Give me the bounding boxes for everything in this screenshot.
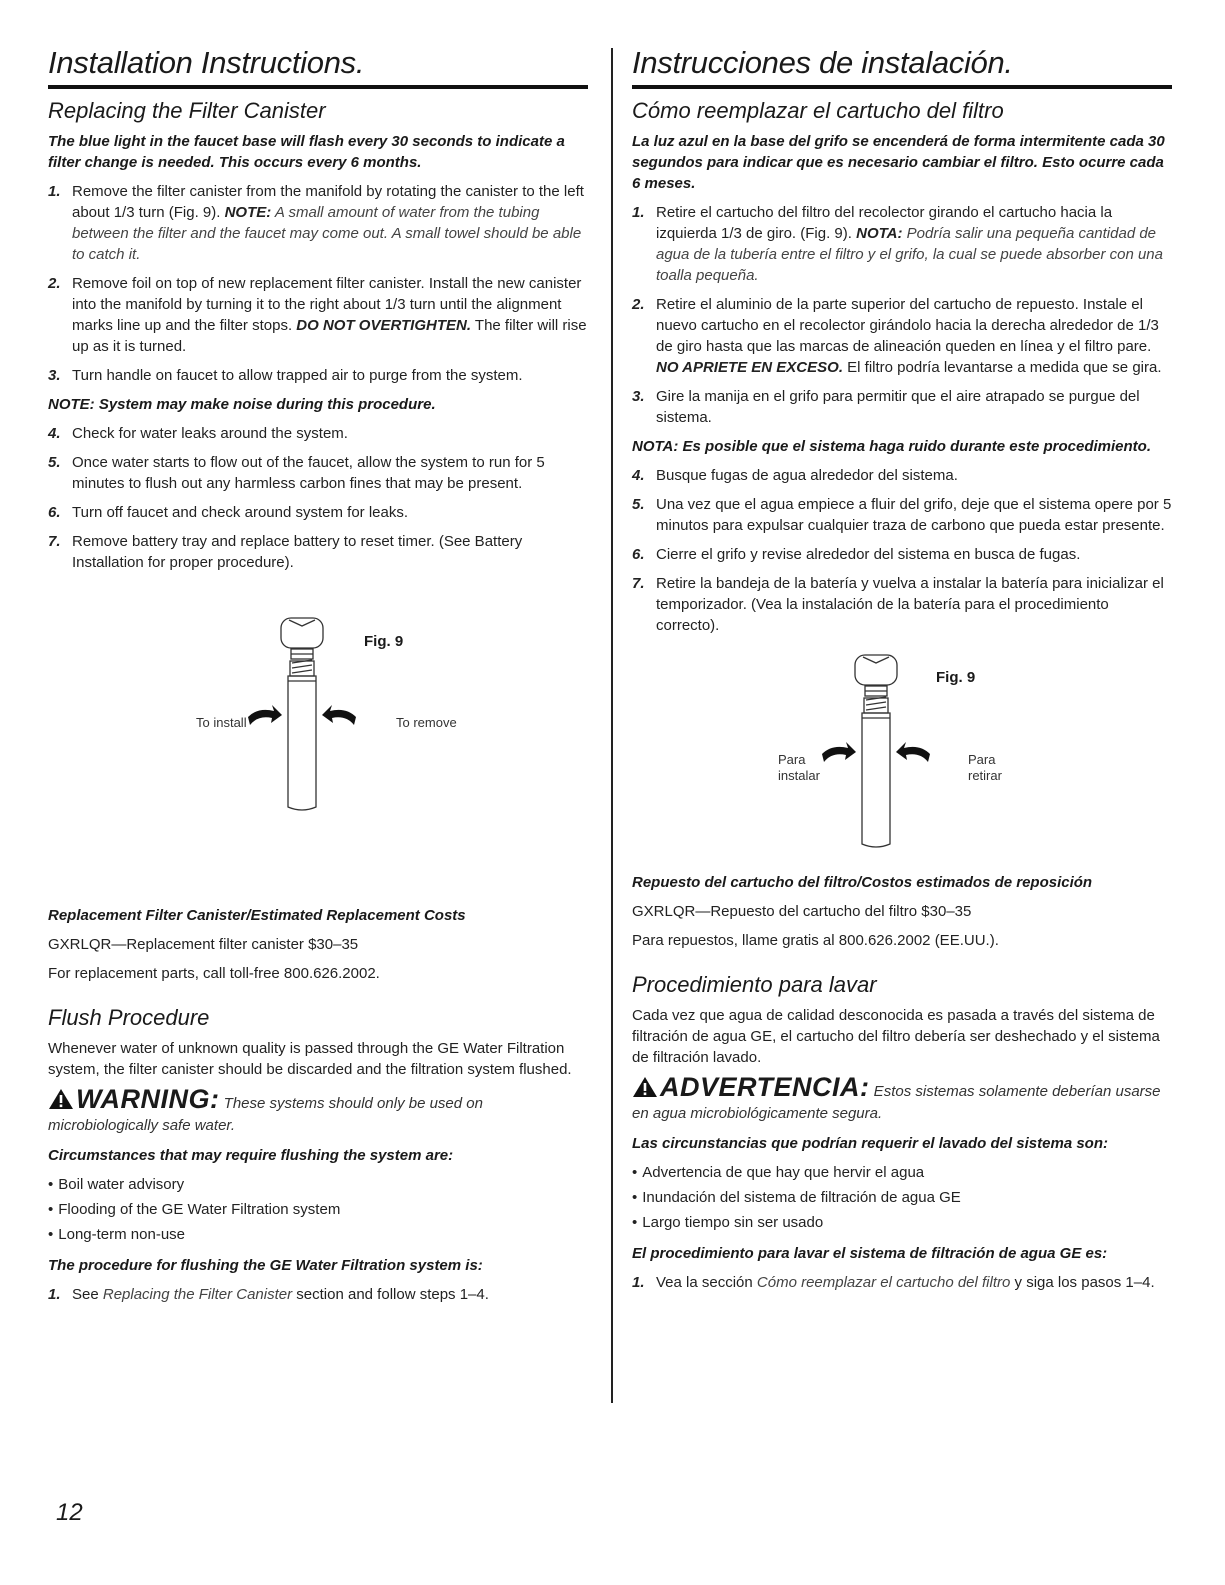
list-item: 6. Turn off faucet and check around system for leaks. [48, 504, 409, 521]
list-item: • Inundación del sistema de filtración de agua GE [632, 1187, 1172, 1208]
list-item: 1. Remove the filter canister from the manifold by rotating the canister to the left about 1/3 turn (Fig. 9). NOTE: A small amount of water from the tubing between the filter and the faucet may come out. A small towel should be able to catch it. [48, 183, 584, 263]
procedure-title: The procedure for flushing the GE Water Filtration system is: [48, 1257, 483, 1274]
flush-steps-list [48, 1284, 588, 1305]
install-arrow-icon [822, 742, 856, 762]
section-title-replacing: Replacing the Filter Canister [48, 98, 326, 123]
replacement-line-1-es: GXRLQR—Repuesto del cartucho del filtro $30–35 [632, 903, 972, 920]
list-item: 3. Gire la manija en el grifo para permitir que el aire atrapado se purgue del sistema. [632, 388, 1140, 426]
procedure-title-es: El procedimiento para lavar el sistema de filtración de agua GE es: [632, 1245, 1108, 1262]
circumstances-title-es: Las circunstancias que podrían requerir el lavado del sistema son: [632, 1135, 1108, 1152]
replacement-line-2-es: Para repuestos, llame gratis al 800.626.2002 (EE.UU.). [632, 932, 999, 949]
remove-arrow-icon [322, 705, 356, 725]
list-item: • Largo tiempo sin ser usado [632, 1212, 1172, 1233]
replacement-costs-title: Replacement Filter Canister/Estimated Replacement Costs [48, 907, 466, 924]
intro-text: The blue light in the faucet base will flash every 30 seconds to indicate a filter change is needed. This occurs every 6 months. [48, 133, 565, 171]
english-column [48, 44, 588, 1313]
steps-list-2 [48, 423, 588, 573]
list-item: 2. Remove foil on top of new replacement filter canister. Install the new canister into the manifold by turning it to the right about 1/3 turn until the alignment marks line up and the filter stops. DO NOT OVERTIGHTEN. The filter will rise up as it is turned. [48, 275, 587, 355]
list-item: 5. Once water starts to flow out of the faucet, allow the system to run for 5 minutes to flush out any harmless carbon fines that may be present. [48, 454, 545, 492]
list-item: 5. Una vez que el agua empiece a fluir del grifo, deje que el sistema opere por 5 minutos para expulsar cualquier traza de carbono que pueda estar presente. [632, 496, 1172, 534]
list-item: 2. Retire el aluminio de la parte superior del cartucho de repuesto. Instale el nuevo cartucho en el recolector girándolo hacia la derecha alrededor de 1/3 de giro hasta que las marcas de alineación queden en línea y el filtro pare. NO APRIETE EN EXCESO. El filtro podría levantarse a medida que se gira. [632, 296, 1162, 376]
filter-figure-es [632, 644, 1172, 864]
para-instalar-label: Para instalar [778, 752, 820, 783]
steps-list-es [632, 202, 1172, 428]
circumstances-list [48, 1174, 588, 1245]
page-title-es: Instrucciones de instalación. [632, 44, 1172, 89]
to-remove-label: To remove [396, 715, 457, 730]
flush-intro: Whenever water of unknown quality is passed through the GE Water Filtration system, the filter canister should be discarded and the filtration system flushed. [48, 1040, 572, 1078]
figure-label: Fig. 9 [364, 633, 404, 650]
warning-line-es: ADVERTENCIA: Estos sistemas solamente deberían usarse en agua microbiológicamente segura. [632, 1072, 1161, 1122]
warning-icon [48, 1088, 74, 1110]
circumstances-title: Circumstances that may require flushing the system are: [48, 1147, 454, 1164]
list-item: • Flooding of the GE Water Filtration system [48, 1199, 588, 1220]
list-item: 4. Check for water leaks around the system. [48, 425, 348, 442]
para-retirar-label: Para retirar [968, 752, 1002, 783]
replacement-costs-title-es: Repuesto del cartucho del filtro/Costos estimados de reposición [632, 874, 1093, 891]
replacement-line-1: GXRLQR—Replacement filter canister $30–35 [48, 936, 359, 953]
replacement-line-2: For replacement parts, call toll-free 800.626.2002. [48, 965, 380, 982]
page-title: Installation Instructions. [48, 44, 588, 89]
list-item: 6. Cierre el grifo y revise alrededor del sistema en busca de fugas. [632, 546, 1081, 563]
list-item: 7. Remove battery tray and replace battery to reset timer. (See Battery Installation for proper procedure). [48, 533, 523, 571]
list-item: 1. See Replacing the Filter Canister section and follow steps 1–4. [48, 1286, 489, 1303]
steps-list [48, 181, 588, 386]
section-title-flush: Flush Procedure [48, 1005, 210, 1030]
list-item: • Advertencia de que hay que hervir el agua [632, 1162, 1172, 1183]
intro-text-es: La luz azul en la base del grifo se encenderá de forma intermitente cada 30 segundos para indicar que es necesario cambiar el filtro. Esto ocurre cada 6 meses. [632, 133, 1165, 192]
page-number: 12 [56, 1499, 83, 1526]
noise-note: NOTE: System may make noise during this procedure. [48, 396, 436, 413]
list-item: • Long-term non-use [48, 1224, 588, 1245]
list-item: 3. Turn handle on faucet to allow trapped air to purge from the system. [48, 367, 523, 384]
spanish-column [632, 44, 1172, 1301]
flush-steps-list-es [632, 1272, 1172, 1293]
install-arrow-icon [248, 705, 282, 725]
flush-intro-es: Cada vez que agua de calidad desconocida es pasada a través del sistema de filtración de agua GE, el cartucho del filtro debería ser deshechado y el sistema de filtración lavado. [632, 1007, 1160, 1066]
circumstances-list-es [632, 1162, 1172, 1233]
figure-label-es: Fig. 9 [936, 669, 976, 686]
remove-arrow-icon [896, 742, 930, 762]
noise-note-es: NOTA: Es posible que el sistema haga ruido durante este procedimiento. [632, 438, 1151, 455]
section-title-replacing-es: Cómo reemplazar el cartucho del filtro [632, 98, 1004, 123]
list-item: 4. Busque fugas de agua alrededor del sistema. [632, 467, 958, 484]
list-item: 7. Retire la bandeja de la batería y vuelva a instalar la batería para inicializar el temporizador. (Vea la instalación de la batería para el procedimiento correcto). [632, 575, 1164, 634]
section-title-flush-es: Procedimiento para lavar [632, 972, 877, 997]
filter-figure [48, 581, 588, 899]
steps-list-2-es [632, 465, 1172, 636]
warning-icon [632, 1076, 658, 1098]
list-item: 1. Retire el cartucho del filtro del recolector girando el cartucho hacia la izquierda 1/3 de giro. (Fig. 9). NOTA: Podría salir una pequeña cantidad de agua de la tubería entre el filtro y el grifo, la cual se puede absorber con una toalla pequeña. [632, 204, 1163, 284]
list-item: 1. Vea la sección Cómo reemplazar el cartucho del filtro y siga los pasos 1–4. [632, 1274, 1155, 1291]
column-divider [611, 48, 613, 1403]
warning-line: WARNING: These systems should only be used on microbiologically safe water. [48, 1084, 483, 1134]
to-install-label: To install [196, 715, 247, 730]
list-item: • Boil water advisory [48, 1174, 588, 1195]
